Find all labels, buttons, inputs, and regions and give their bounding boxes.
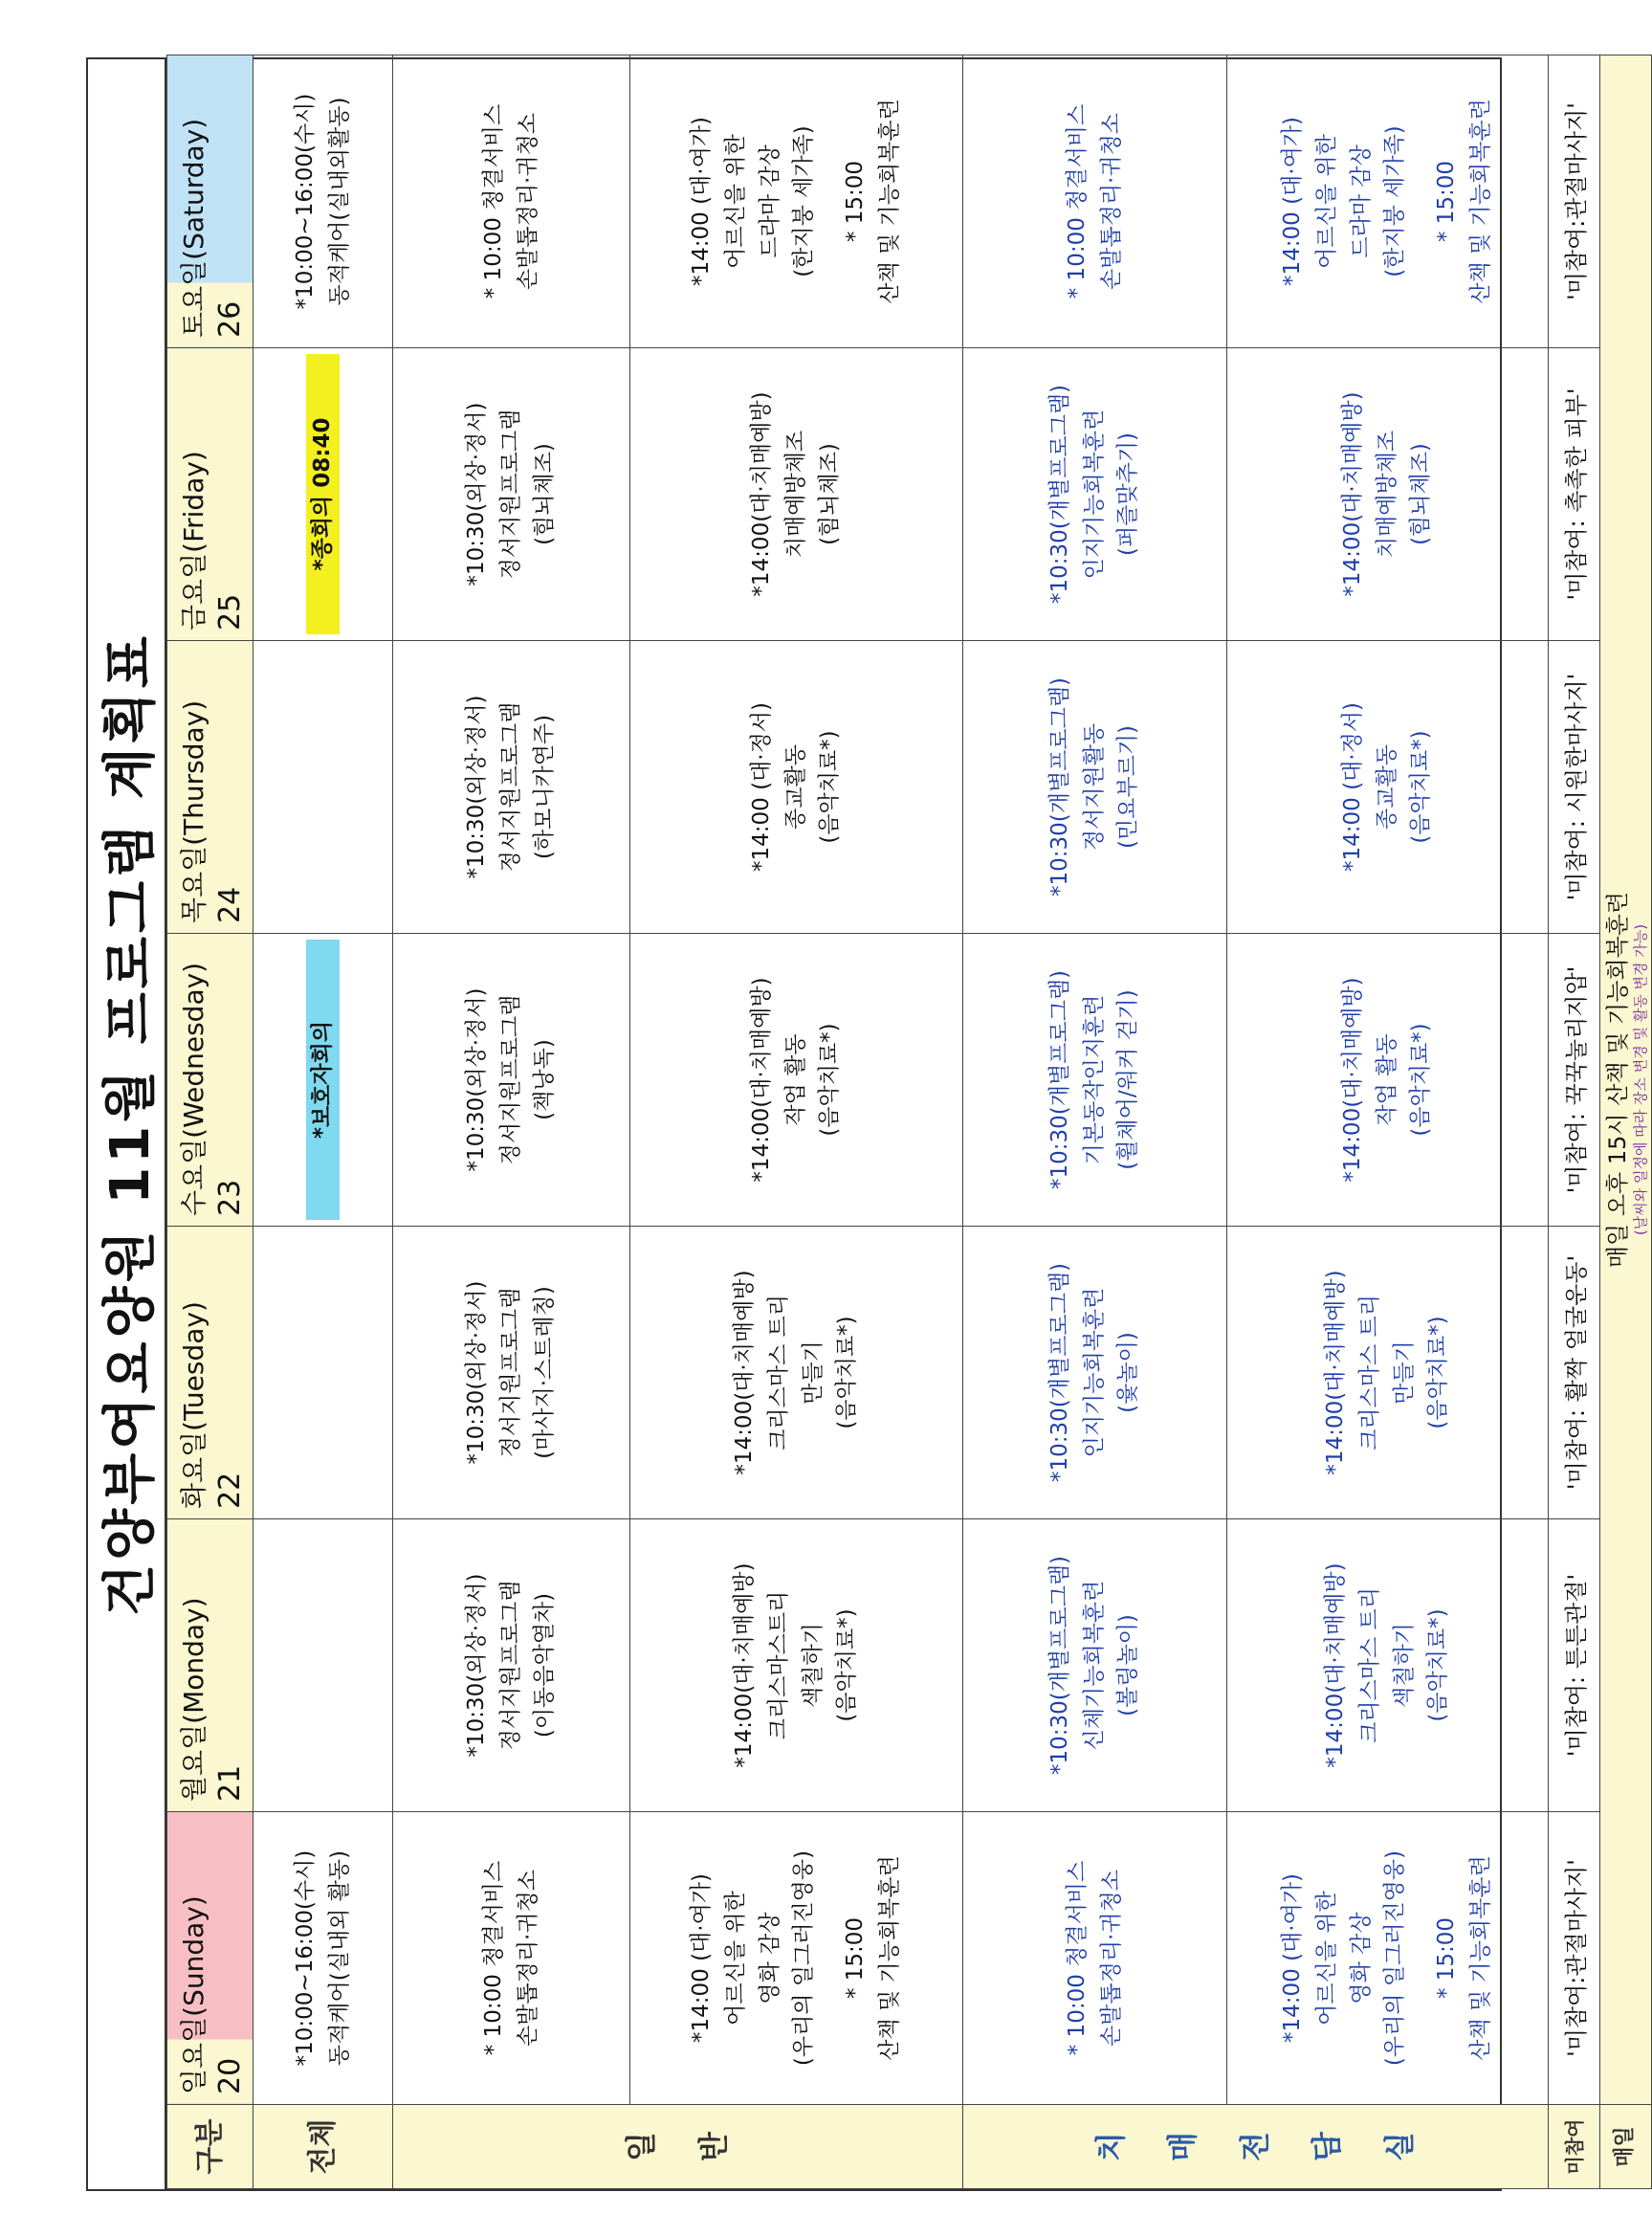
schedule-cell [963,641,1227,934]
schedule-line: * 10:00 청결서비스 [1064,1860,1090,2056]
schedule-line: * 10:00 청결서비스 [480,103,506,299]
schedule-line: 어르신을 위한 [723,1891,749,2026]
schedule-line: (이동음악열차) [532,1592,558,1739]
day-header [167,934,253,1227]
schedule-line: *10:30(개별프로그램) [1047,1262,1073,1483]
schedule-line: 만들기 [800,1340,826,1405]
schedule-line: *종회의 08:40 [306,354,341,634]
schedule-line: (음악치료*) [834,1608,860,1722]
day-header [167,641,253,934]
schedule-cell [253,348,393,641]
schedule-line: (한지붕 세가족) [1382,125,1408,277]
schedule-cell [1227,1227,1549,1519]
day-name: 일요일(Sunday) [178,1895,209,2094]
schedule-line: 신체기능회복훈련 [1081,1580,1107,1751]
schedule-line: 정서지원프로그램 [497,409,523,580]
schedule-line: *14:00 (대·여가) [1280,117,1306,287]
day-name: 수요일(Wednesday) [178,962,209,1216]
row-general-am [393,55,630,2189]
nonpart-cell: '미참여:관절마사지' [1549,55,1600,348]
schedule-line: 인지기능회복훈련 [1081,409,1107,580]
schedule-line: *10:30(외상·정서) [464,987,490,1172]
schedule-line: 종교활동 [1374,744,1399,830]
schedule-line: *10:00~16:00(수시) [292,1849,318,2067]
schedule-line: 손발톱정리·귀청소 [515,1869,540,2048]
label-general [393,2105,963,2189]
schedule-line [1413,1818,1430,2098]
schedule-line: (우리의 일그러진영웅) [1382,1849,1408,2067]
schedule-line: (음악치료*) [817,1023,843,1137]
row-dementia-pm [1227,55,1549,2189]
schedule-line: (힘뇌체조) [532,443,558,545]
day-header [167,348,253,641]
schedule-line: *14:00(대·치매예방) [1323,1562,1349,1768]
schedule-cell [963,1519,1227,1812]
day-name: 화요일(Tuesday) [178,1301,209,1509]
schedule-line: 산책 및 기능회복훈련 [1467,99,1493,304]
schedule-line: (휠체어/워커 걷기) [1115,989,1141,1170]
schedule-line: (음악치료*) [1408,1023,1434,1137]
label-nonpart: 미참여 [1549,2105,1600,2189]
header-row [167,55,253,2189]
schedule-line: 인지기능회복훈련 [1081,1287,1107,1458]
day-header [167,1812,253,2105]
day-number: 23 [213,1179,247,1216]
day-number: 21 [213,1764,247,1802]
schedule-table [166,55,1652,2189]
schedule-line: 손발톱정리·귀청소 [1098,1869,1124,2048]
schedule-cell [393,1227,630,1519]
label-char: 실 [1380,2132,1418,2161]
label-char: 일 [622,2132,659,2161]
schedule-line: *보호자회의 [306,940,341,1220]
schedule-line: *14:00(대·치매예방) [1340,977,1366,1183]
schedule-cell [1227,55,1549,348]
schedule-line: 크리스마스 트리 [765,1295,791,1451]
day-number: 20 [213,2057,247,2094]
day-name: 목요일(Thursday) [178,699,209,923]
day-name: 월요일(Monday) [178,1597,209,1802]
schedule-cell [630,348,963,641]
schedule-line: (책낭독) [532,1039,558,1120]
schedule-line: 드라마 감상 [757,144,782,258]
day-number: 24 [213,886,247,923]
label-char: 치 [1091,2132,1129,2161]
nonpart-cell: '미참여: 활짝 얼굴운동' [1549,1227,1600,1519]
schedule-line: 작업 활동 [1374,1033,1399,1126]
schedule-line: 만들기 [1391,1340,1417,1405]
schedule-cell [393,934,630,1227]
title-row [88,59,166,2189]
schedule-line: (힘뇌체조) [1408,443,1434,545]
schedule-line: *10:00~16:00(수시) [292,93,318,310]
schedule-line: 기본동작인지훈련 [1081,994,1107,1165]
schedule-line: (힘뇌체조) [817,443,843,545]
schedule-line: 산책 및 기능회복훈련 [876,99,902,304]
schedule-line: *14:00 (대·정서) [749,702,775,873]
schedule-line: (우리의 일그러진영웅) [791,1849,817,2067]
schedule-cell [1227,1519,1549,1812]
schedule-line: *10:30(개별프로그램) [1047,969,1073,1190]
schedule-line: 정서지원활동 [1081,722,1107,852]
schedule-cell [253,1519,393,1812]
schedule-cell [963,1812,1227,2105]
day-number: 22 [213,1472,247,1509]
schedule-line: *10:30(외상·정서) [464,402,490,587]
schedule-line: (볼링놀이) [1115,1614,1141,1717]
schedule-line: *10:30(외상·정서) [464,695,490,879]
schedule-cell [963,934,1227,1227]
row-dementia-am [963,55,1227,2189]
schedule-line: *14:00(대·치매예방) [1340,391,1366,597]
row-general-pm [630,55,963,2189]
schedule-line: 어르신을 위한 [723,134,749,269]
schedule-cell [393,55,630,348]
schedule-line: 색칠하기 [800,1623,826,1708]
schedule-line: (음악치료*) [834,1316,860,1429]
day-number: 26 [213,300,247,338]
schedule-line: * 10:00 청결서비스 [480,1860,506,2056]
schedule-line: * 15:00 [843,160,869,243]
schedule-cell [963,348,1227,641]
schedule-cell [393,641,630,934]
schedule-cell [963,1227,1227,1519]
day-number: 25 [213,593,247,631]
schedule-line: *14:00 (대·여가) [1280,1873,1306,2044]
day-name: 금요일(Friday) [178,451,209,631]
schedule-line: 작업 활동 [782,1033,808,1126]
schedule-line: 어르신을 위한 [1314,134,1340,269]
row-all [253,55,393,2189]
schedule-line: 산책 및 기능회복훈련 [1467,1855,1493,2061]
day-header [167,1519,253,1812]
nonpart-cell: '미참여: 시원한마사지' [1549,641,1600,934]
schedule-cell [630,1227,963,1519]
schedule-line: *14:00 (대·여가) [689,117,715,287]
schedule-line: *10:30(개별프로그램) [1047,384,1073,605]
schedule-cell [253,1812,393,2105]
schedule-line: 영화 감상 [1348,1912,1374,2004]
schedule-cell [963,55,1227,348]
schedule-cell [1227,641,1549,934]
schedule-cell [1227,1812,1549,2105]
schedule-line: 크리스마스 트리 [1356,1587,1382,1743]
schedule-line: *14:00(대·치매예방) [1323,1270,1349,1475]
schedule-line: (음악치료*) [817,730,843,844]
schedule-line: (윷놀이) [1115,1332,1141,1413]
schedule-cell [1227,934,1549,1227]
schedule-line: (마사지·스트레칭) [532,1286,558,1459]
schedule-line: 동적케어(실내외 활동) [326,1849,352,2067]
schedule-line: *14:00(대·치매예방) [732,1562,758,1768]
daily-text: 매일 오후 15시 산책 및 기능회복훈련 [1603,891,1631,1269]
schedule-cell [253,55,393,348]
schedule-line [822,1818,839,2098]
schedule-cell [630,1812,963,2105]
schedule-line: 종교활동 [782,744,808,830]
schedule-line: 어르신을 위한 [1314,1891,1340,2026]
label-char: 담 [1309,2132,1346,2161]
schedule-line [822,61,839,342]
schedule-line: (음악치료*) [1408,730,1434,844]
schedule-line: 산책 및 기능회복훈련 [876,1855,902,2061]
schedule-line: 치매예방체조 [782,430,808,559]
label-char: 반 [694,2132,732,2161]
schedule-line: 정서지원프로그램 [497,994,523,1165]
label-general-text [622,2105,734,2188]
schedule-line: 영화 감상 [757,1912,782,2004]
schedule-line: 정서지원프로그램 [497,1580,523,1751]
schedule-line: *14:00 (대·여가) [689,1873,715,2044]
schedule-line: 치매예방체조 [1374,430,1399,559]
schedule-cell [630,641,963,934]
label-char: 전 [1236,2132,1273,2161]
schedule-cell [253,641,393,934]
day-header [167,55,253,348]
schedule-line: (하모니카연주) [532,714,558,860]
label-dementia-text [1091,2105,1421,2188]
schedule-cell [630,55,963,348]
nonpart-cell: '미참여: 튼튼관절' [1549,1519,1600,1812]
schedule-line: *10:30(외상·정서) [464,1573,490,1758]
schedule-line: *14:00(대·치매예방) [749,391,775,597]
schedule-cell [393,1812,630,2105]
day-header [167,1227,253,1519]
schedule-line: 크리스마스 트리 [1356,1295,1382,1451]
schedule-cell [1227,348,1549,641]
schedule-line: (민요부르기) [1115,724,1141,850]
schedule-line: 정서지원프로그램 [497,701,523,873]
schedule-line: *10:30(외상·정서) [464,1280,490,1465]
schedule-line: *14:00(대·치매예방) [732,1270,758,1475]
schedule-line: 드라마 감상 [1348,144,1374,258]
schedule-line: * 15:00 [1434,160,1460,243]
schedule-line: 손발톱정리·귀청소 [1098,112,1124,291]
program-schedule-sheet [86,57,1649,2191]
schedule-line: *10:30(개별프로그램) [1047,1555,1073,1776]
schedule-line: *14:00 (대·정서) [1340,702,1366,873]
nonpart-cell: '미참여: 촉촉한 피부' [1549,348,1600,641]
schedule-line: *14:00(대·치매예방) [749,977,775,1183]
label-char: 매 [1164,2132,1201,2161]
schedule-line: (음악치료*) [1425,1608,1451,1722]
label-all: 전체 [253,2105,393,2189]
schedule-line: * 15:00 [1434,1916,1460,2000]
label-dementia [963,2105,1549,2189]
schedule-line: (퍼즐맞추기) [1115,432,1141,557]
page-title: 건양부여요양원 11월 프로그램 계획표 [99,632,162,1616]
row-daily [1600,55,1652,2189]
schedule-cell [253,934,393,1227]
schedule-line: 색칠하기 [1391,1623,1417,1708]
schedule-line: 정서지원프로그램 [497,1287,523,1458]
schedule-cell [393,348,630,641]
schedule-line: (음악치료*) [1425,1316,1451,1429]
nonpart-cell: '미참여:관절마사지' [1549,1812,1600,2105]
schedule-cell [630,1519,963,1812]
label-daily: 매일 [1600,2105,1652,2189]
day-name: 토요일(Saturday) [178,118,209,338]
schedule-line: * 15:00 [843,1916,869,2000]
category-header: 구분 [167,2105,253,2189]
daily-note: (날씨와 일정에 따라 장소 변경 및 활동 변경 가능) [1631,923,1649,1236]
schedule-cell [393,1519,630,1812]
row-nonpart [1549,55,1600,2189]
schedule-line: 동적케어(실내외활동) [326,97,352,306]
schedule-line: 손발톱정리·귀청소 [515,112,540,291]
schedule-cell [253,1227,393,1519]
daily-cell [1600,55,1652,2105]
schedule-line: 크리스마스트리 [765,1590,791,1740]
schedule-line: (한지붕 세가족) [791,125,817,277]
schedule-line: *10:30(개별프로그램) [1047,676,1073,897]
schedule-line [1413,61,1430,342]
schedule-cell [630,934,963,1227]
nonpart-cell: '미참여: 꾹꾹눌리지압' [1549,934,1600,1227]
schedule-line: * 10:00 청결서비스 [1064,103,1090,299]
